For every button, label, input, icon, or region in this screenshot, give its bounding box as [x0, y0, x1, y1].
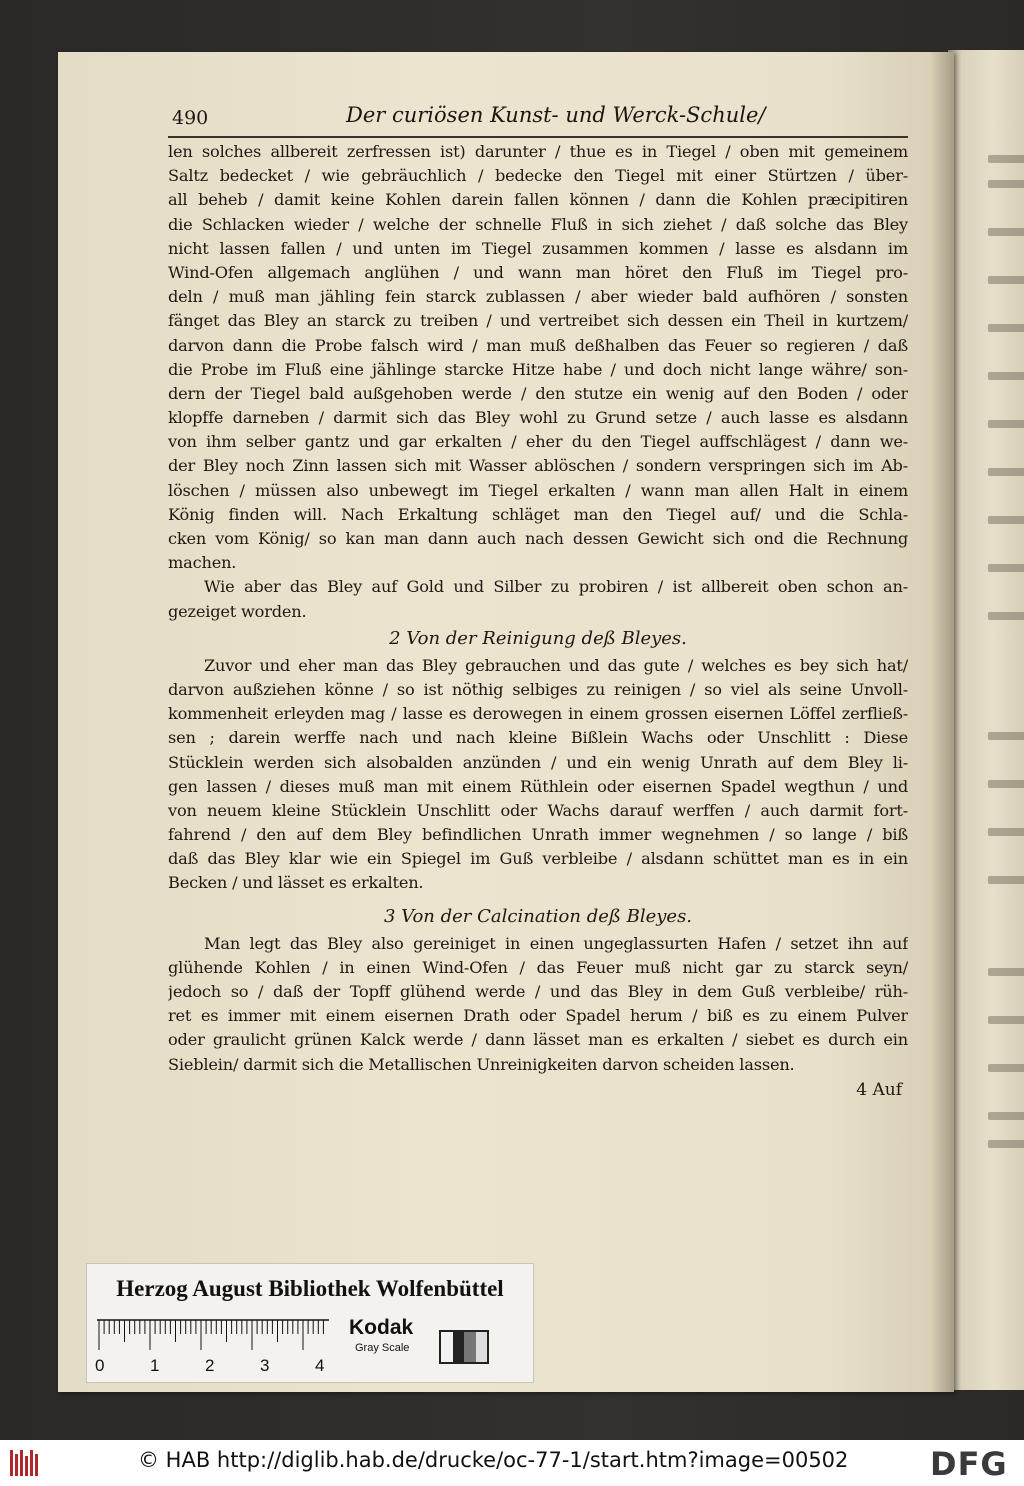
- adjacent-page-text: [988, 180, 1024, 188]
- footer-copyright-link[interactable]: © HAB http://diglib.hab.de/drucke/oc-77-1/start.htm?image=00502: [138, 1448, 849, 1472]
- adjacent-page-text: [988, 1064, 1024, 1072]
- header-rule: [168, 136, 908, 138]
- color-calibration-card: [86, 1263, 534, 1383]
- hab-logo-icon: [8, 1446, 42, 1480]
- catchword: 4 Auf: [856, 1079, 902, 1100]
- text-line: len solches allbereit zerfressen ist) darunter / thue es in Tiegel / oben mit gemeinem: [168, 142, 908, 161]
- gray-swatch: [441, 1332, 453, 1362]
- adjacent-page: [948, 50, 1024, 1390]
- text-line: machen.: [168, 553, 237, 573]
- page-text: [168, 140, 908, 1103]
- text-line: nicht lassen fallen / und unten im Tiegel zusammen kommen / lasse es alsdann im: [168, 238, 908, 258]
- text-line: löschen / müssen also unbewegt im Tiegel erkalten / wann man allen Halt in einem: [168, 480, 908, 500]
- dfg-logo: DFG: [930, 1445, 1008, 1483]
- adjacent-page-text: [988, 324, 1024, 332]
- page-number: 490: [172, 107, 209, 129]
- adjacent-page-text: [988, 828, 1024, 836]
- adjacent-page-text: [988, 1016, 1024, 1024]
- ruler-number: 3: [260, 1356, 270, 1375]
- adjacent-page-text: [988, 732, 1024, 740]
- ruler-ticks: [97, 1318, 329, 1354]
- text-line: gen lassen / dieses muß man mit einem Rüthlein oder eisernen Spadel wegthun / und: [168, 776, 908, 796]
- text-line: die Probe im Fluß eine jählinge starcke Hitze habe / und doch nicht lange währe/ son-: [168, 359, 908, 379]
- text-line: Zuvor und eher man das Bley gebrauchen und das gute / welches es bey sich hat/: [204, 655, 908, 675]
- adjacent-page-text: [988, 780, 1024, 788]
- text-line: Wie aber das Bley auf Gold und Silber zu probiren / ist allbereit oben schon an-: [204, 577, 908, 597]
- text-line: Stücklein werden sich alsobalden anzünden / und ein wenig Unrath auf dem Bley li-: [168, 752, 908, 772]
- library-name: Herzog August Bibliothek Wolfenbüttel: [116, 1276, 504, 1301]
- gray-scale-patch: [439, 1330, 489, 1364]
- adjacent-page-text: [988, 564, 1024, 572]
- gray-swatch: [476, 1332, 488, 1362]
- text-line: darvon dann die Probe falsch wird / man muß deßhalben das Feuer so regieren / daß: [168, 335, 908, 355]
- text-line: daß das Bley klar wie ein Spiegel im Guß verbleibe / alsdann schüttet man es in ein: [168, 849, 908, 869]
- text-line: von neuem kleine Stücklein Unschlitt oder Wachs darauf werffen / auch darmit fort-: [168, 800, 908, 820]
- text-line: fänget das Bley an starck zu treiben / und vertreibet sich dessen ein Theil in kurtzem/: [168, 311, 908, 331]
- ruler-number: 2: [205, 1356, 215, 1375]
- adjacent-page-text: [988, 468, 1024, 476]
- text-line: sen ; darein werffe nach und nach kleine Bißlein Wachs oder Unschlitt : Diese: [168, 728, 908, 748]
- kodak-logo: Kodak: [349, 1316, 414, 1339]
- text-line: gezeiget worden.: [168, 601, 307, 621]
- page-gutter-shadow: [930, 52, 954, 1392]
- adjacent-page-text: [988, 968, 1024, 976]
- text-line: Sieblein/ darmit sich die Metallischen Unreinigkeiten darvon scheiden lassen.: [168, 1054, 795, 1074]
- text-line: jedoch so / daß der Topff glühend werde / und das Bley in dem Guß verbleibe/ rüh-: [168, 982, 908, 1001]
- text-line: fahrend / den auf dem Bley befindlichen Unrath immer wegnehmen / so lange / biß: [168, 825, 908, 845]
- measurement-ruler: [97, 1318, 329, 1354]
- text-line: Man legt das Bley also gereiniget in einen ungeglassurten Hafen / setzet ihn auf: [204, 933, 908, 953]
- adjacent-page-text: [988, 420, 1024, 428]
- text-line: kommenheit erleyden mag / lasse es derowegen in einem grossen eisernen Löffel zerfließ-: [168, 704, 908, 724]
- gray-swatch: [453, 1332, 465, 1362]
- text-line: die Schlacken wieder / welche der schnelle Fluß in sich ziehet / daß solche das Bley: [168, 214, 908, 234]
- running-head: Der curiösen Kunst- und Werck-Schule/: [346, 103, 766, 127]
- adjacent-page-text: [988, 276, 1024, 284]
- gray-scale-label: Gray Scale: [355, 1342, 410, 1354]
- ruler-number: 4: [315, 1356, 325, 1375]
- ruler-number: 0: [95, 1356, 105, 1375]
- text-line: klopffe darneben / darmit sich das Bley wohl zu Grund setze / auch lasse es alsdann: [168, 408, 908, 428]
- text-line: Wind-Ofen allgemach anglühen / und wann man höret den Fluß im Tiegel pro-: [168, 262, 908, 282]
- text-line: der Bley noch Zinn lassen sich mit Wasser ablöschen / sondern verspringen sich im Ab-: [168, 456, 908, 476]
- adjacent-page-text: [988, 228, 1024, 236]
- adjacent-page-text: [988, 612, 1024, 620]
- text-line: all beheb / damit keine Kohlen darein fallen können / dann die Kohlen præcipitiren: [168, 190, 908, 210]
- adjacent-page-text: [988, 516, 1024, 524]
- text-line: von ihm selber gantz und gar erkalten / eher du den Tiegel auffschlägest / dann we-: [168, 432, 908, 452]
- text-line: König finden will. Nach Erkaltung schläget man den Tiegel auf/ und die Schla-: [168, 504, 908, 524]
- footer-bar: [0, 1440, 1024, 1486]
- gray-swatch: [464, 1332, 476, 1362]
- adjacent-page-text: [988, 876, 1024, 884]
- text-line: Becken / und lässet es erkalten.: [168, 873, 424, 893]
- text-line: deln / muß man jähling fein starck zublassen / aber wieder bald aufhören / sonsten: [168, 287, 908, 307]
- section-heading: 3 Von der Calcination deß Bleyes.: [383, 905, 693, 927]
- text-line: dern der Tiegel bald außgehoben werde / den stutze ein wenig auf den Boden / oder: [168, 383, 908, 403]
- ruler-number: 1: [150, 1356, 160, 1375]
- text-line: Saltz bedecket / wie gebräuchlich / bedecke den Tiegel mit einer Stürtzen / über-: [168, 166, 908, 186]
- adjacent-page-text: [988, 372, 1024, 380]
- text-line: ret es immer mit einem eisernen Drath oder Spadel herum / biß es zu einem Pulver: [168, 1006, 908, 1026]
- page-header: [168, 103, 908, 137]
- text-line: darvon außziehen könne / so ist nöthig selbiges zu reinigen / so viel als seine Unvoll-: [168, 679, 908, 699]
- section-heading: 2 Von der Reinigung deß Bleyes.: [389, 627, 687, 649]
- adjacent-page-text: [988, 1140, 1024, 1148]
- adjacent-page-text: [988, 155, 1024, 163]
- text-line: cken vom König/ so kan man dann auch nach dessen Gewicht sich ond die Rechnung: [168, 529, 908, 548]
- text-line: glühende Kohlen / in einen Wind-Ofen / das Feuer muß nicht gar zu starck seyn/: [168, 957, 908, 977]
- text-line: oder graulicht grünen Kalck werde / dann lässet man es erkalten / siebet es durch ein: [168, 1030, 908, 1050]
- adjacent-page-text: [988, 1112, 1024, 1120]
